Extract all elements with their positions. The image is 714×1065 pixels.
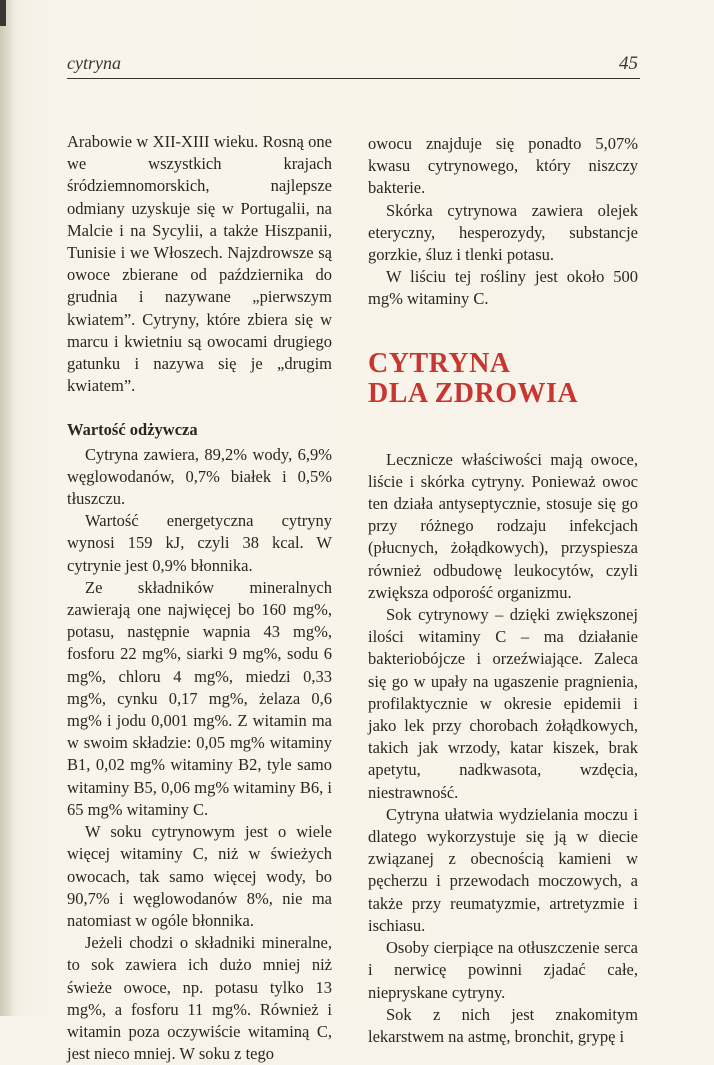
body-paragraph: W soku cytrynowym jest o wiele więcej witaminy C, niż w świeżych owocach, tak samo więcej wody, bo 90,7% i węglowodanów 8%, nie ma natomiast w ogóle błonnika. [67, 822, 332, 930]
chapter-body [368, 449, 638, 1048]
page-number: 45 [619, 53, 638, 74]
chapter-title-line-1: CYTRYNA [368, 347, 511, 379]
body-paragraph: Sok z nich jest znakomitym lekarstwem na astmę, bronchit, grypę i [368, 1004, 638, 1046]
spine-shadow [0, 0, 14, 1016]
running-head: cytryna [67, 53, 121, 73]
body-paragraph: Lecznicze właściwości mają owoce, liście i skórka cytryny. Ponieważ owoc ten działa antyseptycznie, stosuje się go przy różnego rodzaju infekcjach (płucnych, żołądkowych), przyspiesza również odbudowę leukocytów, czyli zwiększa odporość organizmu. [368, 449, 638, 602]
chapter-title-line-2: DLA ZDROWIA [368, 377, 579, 409]
body-paragraph: Skórka cytrynowa zawiera olejek eteryczny, hesperozydy, substancje gorzkie, śluz i tlenki potasu. [368, 200, 638, 265]
body-paragraph: W liściu tej rośliny jest około 500 mg% witaminy C. [368, 267, 638, 309]
binding-mark [0, 0, 6, 26]
body-paragraph: Cytryna ułatwia wydzielania moczu i dlatego wykorzystuje się ją w diecie związanej z obecnością kamieni w pęcherzu i przewodach moczowych, a także przy reumatyzmie, artretyzmie i ischiasu. [368, 804, 638, 935]
body-paragraph: Cytryna zawiera, 89,2% wody, 6,9% węglowodanów, 0,7% białek i 0,5% tłuszczu. [67, 444, 332, 509]
chapter-title [368, 349, 638, 409]
body-paragraph: Jeżeli chodzi o składniki mineralne, to sok zawiera ich dużo mniej niż świeże owoce, np. potasu tylko 13 mg%, a fosforu 11 mg%. Również i witamin poza oczywiście witaminą C, jest nieco mniej. W soku z tego [67, 933, 332, 1064]
body-paragraph: Ze składników mineralnych zawierają one najwięcej bo 160 mg%, potasu, następnie wapnia 43 mg%, fosforu 22 mg%, siarki 9 mg%, sodu 6 mg%, chloru 4 mg%, miedzi 0,33 mg%, cynku 0,17 mg%, żelaza 0,6 mg% i jodu 0,001 mg%. Z witamin ma w swoim składzie: 0,05 mg% witaminy B1, 0,02 mg% witaminy B2, tyle samo witaminy B5, 0,06 mg% witaminy B6, i 65 mg% witaminy C. [67, 577, 332, 819]
body-paragraph: Wartość energetyczna cytryny wynosi 159 kJ, czyli 38 kcal. W cytrynie jest 0,9% błonnika. [67, 511, 332, 575]
page-header [67, 50, 640, 79]
section-subheading: Wartość odżywcza [67, 420, 198, 440]
right-column [368, 133, 638, 1048]
body-paragraph: Osoby cierpiące na otłuszczenie serca i nerwicę powinni zjadać całe, niepryskane cytryny. [368, 938, 638, 1002]
intro-paragraph: Arabowie w XII-XIII wieku. Rosną one we wszystkich krajach śródziemnomorskich, najlepsze odmiany uzyskuje się w Portugalii, na Malcie i na Sycylii, a także Hiszpanii, Tunisie i we Włoszech. Najzdrowsze są owoce zbierane od października do grudnia i nazywane „pierwszym kwiatem”. Cytryny, które zbiera się w marcu i kwietniu są owocami drugiego gatunku i nazywa się je „drugim kwiatem”. [67, 132, 332, 396]
left-column [67, 131, 332, 1065]
body-paragraph: owocu znajduje się ponadto 5,07% kwasu cytrynowego, który niszczy bakterie. [368, 134, 638, 198]
body-paragraph: Sok cytrynowy – dzięki zwiększonej ilości witaminy C – ma działanie bakteriobójcze i orzeźwiające. Zaleca się go w upały na ugaszenie pragnienia, profilaktycznie w okresie epidemii i jako lek przy chorobach żołądkowych, takich jak wrzody, katar kiszek, brak apetytu, nadkwasota, wzdęcia, niestrawność. [368, 605, 638, 802]
